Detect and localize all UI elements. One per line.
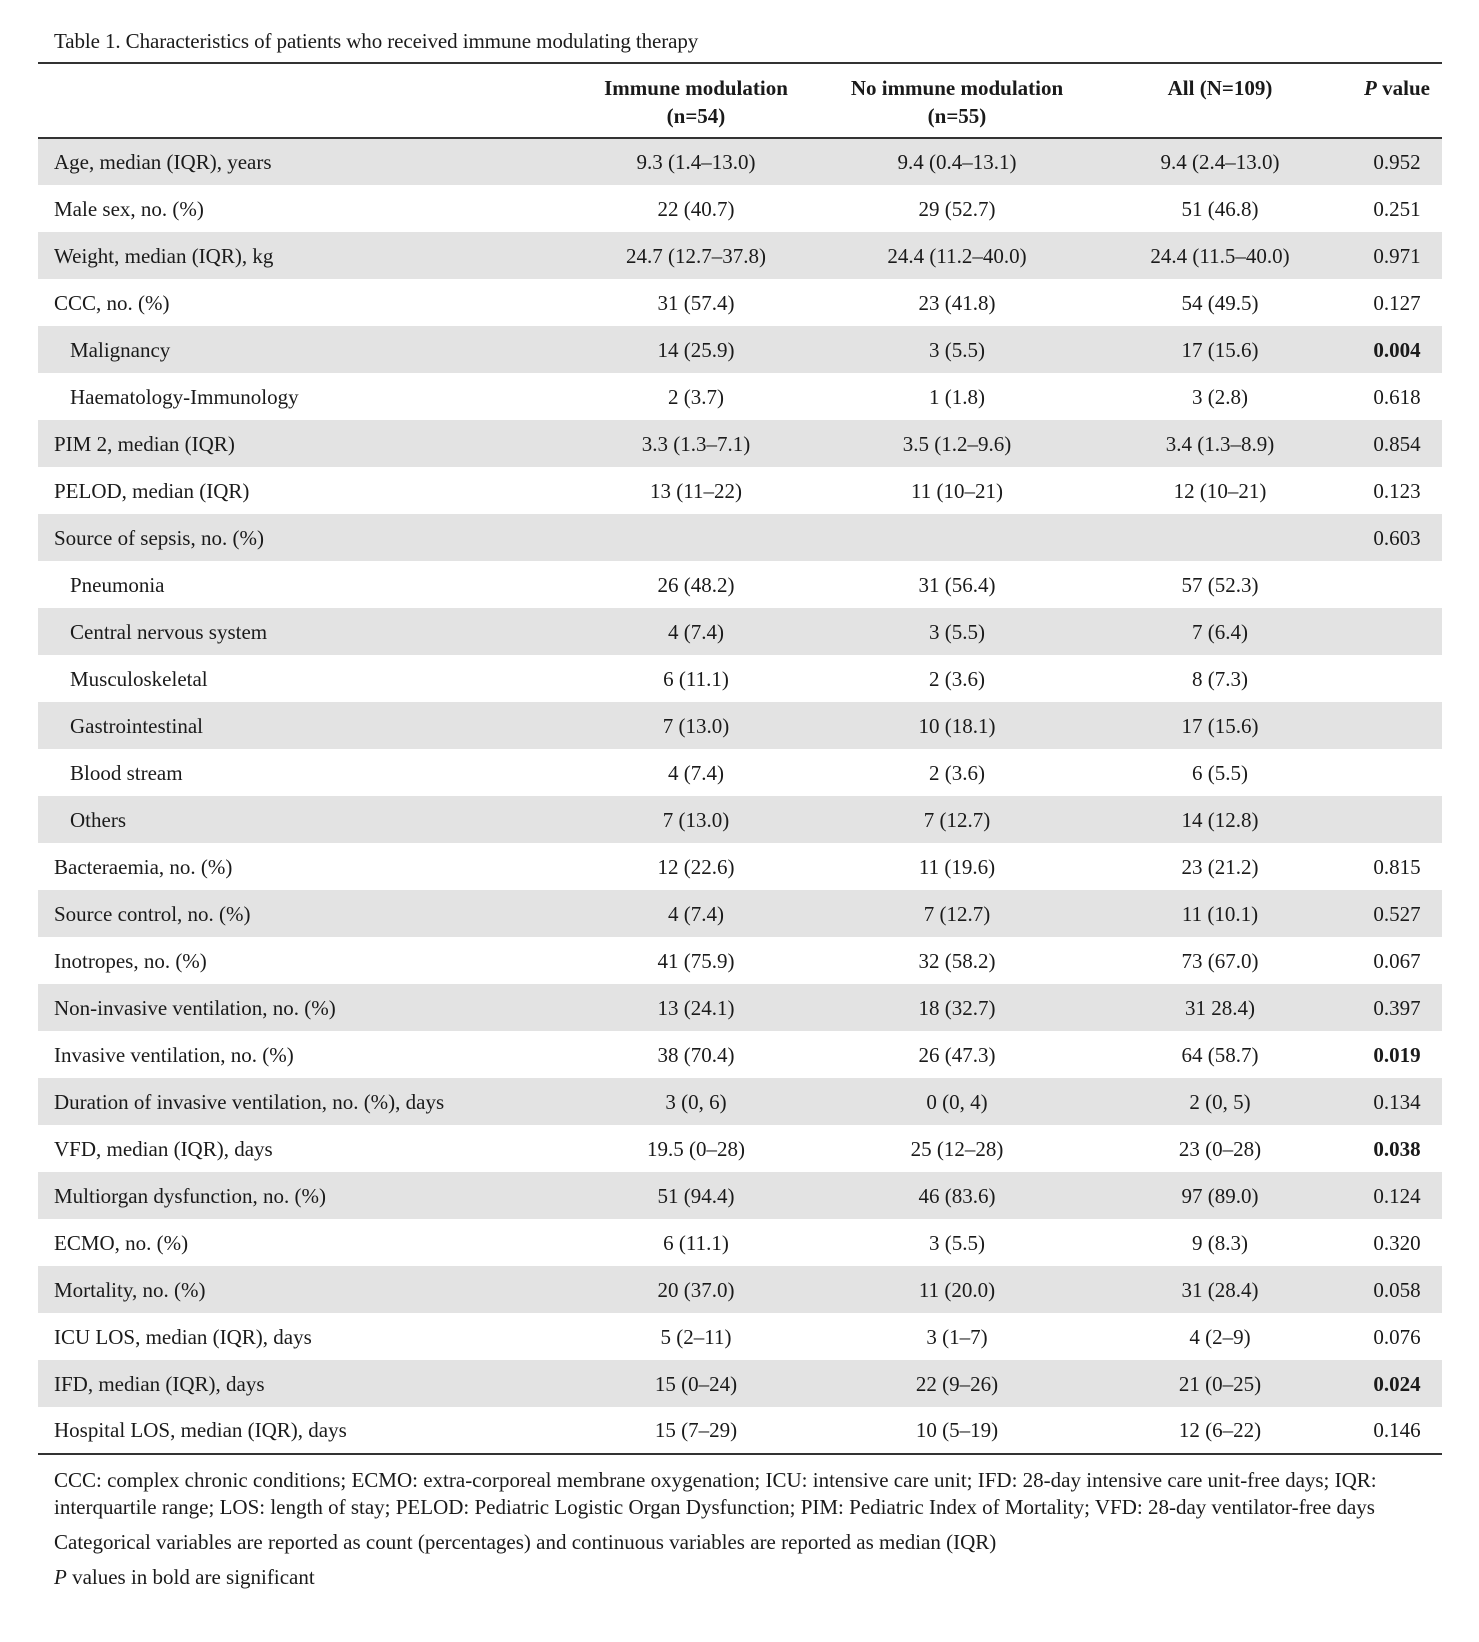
- cell-p-value: 0.004: [1373, 337, 1421, 362]
- table-row: [38, 420, 1442, 467]
- cell-all: 31 (28.4): [1181, 1277, 1259, 1302]
- cell-all: 3 (2.8): [1192, 384, 1248, 409]
- cell-p-value: 0.076: [1373, 1324, 1421, 1349]
- cell-p-value: 0.134: [1373, 1089, 1421, 1114]
- cell-immune-modulation: 31 (57.4): [657, 290, 735, 315]
- table-row: [38, 1313, 1442, 1360]
- table-body: [38, 138, 1442, 1454]
- cell-immune-modulation: 22 (40.7): [657, 196, 735, 221]
- cell-immune-modulation: 2 (3.7): [668, 384, 724, 409]
- cell-immune-modulation: [566, 514, 826, 561]
- cell-p-value: 0.024: [1373, 1371, 1421, 1396]
- table-row: [38, 843, 1442, 890]
- cell-immune-modulation: 4 (7.4): [668, 619, 724, 644]
- cell-no-immune-modulation: 32 (58.2): [918, 948, 996, 973]
- cell-variable: Malignancy: [70, 337, 171, 362]
- cell-immune-modulation: 6 (11.1): [663, 666, 729, 691]
- table-row: [38, 1031, 1442, 1078]
- table-row: [38, 561, 1442, 608]
- table-row: [38, 514, 1442, 561]
- cell-no-immune-modulation: 10 (5–19): [915, 1418, 999, 1442]
- cell-immune-modulation: 24.7 (12.7–37.8): [626, 243, 766, 268]
- cell-no-immune-modulation: 2 (3.6): [929, 666, 985, 691]
- cell-no-immune-modulation: 1 (1.8): [929, 384, 985, 409]
- cell-variable: PIM 2, median (IQR): [54, 431, 235, 456]
- characteristics-table: [38, 62, 1442, 1455]
- cell-all: 31 28.4): [1185, 995, 1255, 1020]
- table-row: [38, 279, 1442, 326]
- cell-p-value: 0.127: [1373, 290, 1421, 315]
- cell-immune-modulation: 14 (25.9): [657, 337, 735, 362]
- header-immune-modulation-line2: (n=54): [666, 104, 726, 128]
- cell-no-immune-modulation: 26 (47.3): [918, 1042, 996, 1067]
- cell-immune-modulation: 15 (7–29): [654, 1418, 738, 1442]
- cell-p-value: 0.815: [1373, 854, 1421, 879]
- cell-no-immune-modulation: 11 (20.0): [918, 1277, 996, 1302]
- cell-p-value: 0.971: [1373, 243, 1421, 268]
- cell-immune-modulation: 3 (0, 6): [665, 1089, 727, 1114]
- cell-all: 17 (15.6): [1181, 713, 1259, 738]
- cell-all: 7 (6.4): [1192, 619, 1248, 644]
- cell-variable: Source of sepsis, no. (%): [54, 525, 264, 550]
- cell-variable: Mortality, no. (%): [54, 1277, 206, 1302]
- cell-no-immune-modulation: 31 (56.4): [918, 572, 996, 597]
- table-row: [38, 937, 1442, 984]
- cell-p-value: 0.603: [1373, 525, 1421, 550]
- header-immune-modulation-line1: Immune modulation: [604, 76, 788, 100]
- header-p-value: [1352, 63, 1442, 138]
- cell-all: 54 (49.5): [1181, 290, 1259, 315]
- table-footnotes: [38, 1455, 1442, 1591]
- cell-no-immune-modulation: 46 (83.6): [918, 1183, 996, 1208]
- header-no-immune-modulation: [826, 63, 1088, 138]
- cell-variable: Source control, no. (%): [54, 901, 251, 926]
- cell-immune-modulation: 41 (75.9): [657, 948, 735, 973]
- cell-p-value: 0.146: [1373, 1418, 1421, 1442]
- cell-all: 17 (15.6): [1181, 337, 1259, 362]
- cell-immune-modulation: 38 (70.4): [657, 1042, 735, 1067]
- cell-variable: Gastrointestinal: [70, 713, 203, 738]
- cell-variable: Pneumonia: [70, 572, 165, 597]
- table-row: [38, 1360, 1442, 1407]
- cell-p-value: 0.320: [1373, 1230, 1421, 1255]
- header-all-label: All (N=109): [1167, 76, 1273, 100]
- table-row: [38, 185, 1442, 232]
- header-p-letter: P: [1364, 76, 1377, 100]
- cell-all: 6 (5.5): [1192, 760, 1248, 785]
- cell-immune-modulation: 3.3 (1.3–7.1): [641, 431, 751, 456]
- document-page: [38, 26, 1442, 1599]
- cell-variable: Non-invasive ventilation, no. (%): [54, 995, 336, 1020]
- cell-p-value: [1352, 796, 1442, 843]
- cell-all: 73 (67.0): [1181, 948, 1259, 973]
- cell-immune-modulation: 19.5 (0–28): [647, 1136, 745, 1161]
- cell-no-immune-modulation: [826, 514, 1088, 561]
- table-row: [38, 749, 1442, 796]
- cell-p-value: 0.067: [1373, 948, 1421, 973]
- cell-all: 23 (0–28): [1178, 1136, 1262, 1161]
- cell-p-value: [1352, 561, 1442, 608]
- cell-no-immune-modulation: 7 (12.7): [923, 807, 991, 832]
- cell-immune-modulation: 12 (22.6): [657, 854, 735, 879]
- cell-no-immune-modulation: 2 (3.6): [929, 760, 985, 785]
- cell-immune-modulation: 13 (11–22): [650, 478, 742, 503]
- cell-variable: Hospital LOS, median (IQR), days: [54, 1418, 347, 1442]
- cell-immune-modulation: 4 (7.4): [668, 760, 724, 785]
- cell-variable: Bacteraemia, no. (%): [54, 854, 233, 879]
- cell-variable: Multiorgan dysfunction, no. (%): [54, 1183, 326, 1208]
- cell-p-value: 0.527: [1373, 901, 1421, 926]
- cell-no-immune-modulation: 25 (12–28): [910, 1136, 1004, 1161]
- cell-immune-modulation: 7 (13.0): [662, 807, 730, 832]
- cell-variable: Others: [70, 807, 126, 832]
- cell-no-immune-modulation: 3 (1–7): [926, 1324, 988, 1349]
- header-no-immune-modulation-line2: (n=55): [927, 104, 987, 128]
- cell-immune-modulation: 26 (48.2): [657, 572, 735, 597]
- cell-p-value: 0.019: [1373, 1042, 1421, 1067]
- cell-all: 4 (2–9): [1189, 1324, 1251, 1349]
- cell-no-immune-modulation: 9.4 (0.4–13.1): [897, 150, 1017, 174]
- cell-all: 64 (58.7): [1181, 1042, 1259, 1067]
- table-row: [38, 702, 1442, 749]
- cell-immune-modulation: 7 (13.0): [662, 713, 730, 738]
- footnote-abbreviations: CCC: complex chronic conditions; ECMO: extra-corporeal membrane oxygenation; ICU: intensive care unit; IFD: 28-day intensive care unit-free days; IQR: interquartile range; LOS: length of stay; PELOD: Pediatric Logistic Organ Dysfunction; PIM: Pediatric Index of Mortality; VFD: 28-day ventilator-free days: [54, 1468, 1377, 1519]
- cell-immune-modulation: 13 (24.1): [657, 995, 735, 1020]
- cell-p-value: [1352, 655, 1442, 702]
- cell-no-immune-modulation: 24.4 (11.2–40.0): [887, 243, 1027, 268]
- cell-no-immune-modulation: 10 (18.1): [918, 713, 996, 738]
- table-row: [38, 1125, 1442, 1172]
- cell-p-value: [1352, 749, 1442, 796]
- footnote-reporting: Categorical variables are reported as count (percentages) and continuous variables are reported as median (IQR): [54, 1530, 997, 1554]
- cell-all: 57 (52.3): [1181, 572, 1259, 597]
- header-immune-modulation: [566, 63, 826, 138]
- cell-no-immune-modulation: 0 (0, 4): [926, 1089, 988, 1114]
- cell-immune-modulation: 6 (11.1): [663, 1230, 729, 1255]
- cell-variable: Haematology-Immunology: [70, 384, 299, 409]
- cell-no-immune-modulation: 3 (5.5): [929, 619, 985, 644]
- cell-variable: Weight, median (IQR), kg: [54, 243, 274, 268]
- cell-variable: CCC, no. (%): [54, 290, 170, 315]
- cell-variable: IFD, median (IQR), days: [54, 1371, 265, 1396]
- cell-variable: Inotropes, no. (%): [54, 948, 207, 973]
- cell-no-immune-modulation: 11 (10–21): [911, 478, 1003, 503]
- table-row: [38, 1266, 1442, 1313]
- cell-no-immune-modulation: 3.5 (1.2–9.6): [902, 431, 1012, 456]
- cell-p-value: 0.854: [1373, 431, 1421, 456]
- header-variable: [38, 63, 566, 138]
- cell-all: 51 (46.8): [1181, 196, 1259, 221]
- cell-no-immune-modulation: 23 (41.8): [918, 290, 996, 315]
- table-header-row: [38, 63, 1442, 138]
- cell-immune-modulation: 4 (7.4): [668, 901, 724, 926]
- table-row: [38, 232, 1442, 279]
- cell-variable: VFD, median (IQR), days: [54, 1136, 273, 1161]
- cell-all: 3.4 (1.3–8.9): [1165, 431, 1275, 456]
- cell-all: 24.4 (11.5–40.0): [1150, 243, 1290, 268]
- table-row: [38, 1219, 1442, 1266]
- header-p-rest: value: [1376, 76, 1430, 100]
- cell-all: 14 (12.8): [1181, 807, 1259, 832]
- cell-variable: Male sex, no. (%): [54, 196, 204, 221]
- cell-no-immune-modulation: 3 (5.5): [929, 1230, 985, 1255]
- header-all: [1088, 63, 1352, 138]
- cell-all: 9.4 (2.4–13.0): [1160, 150, 1280, 174]
- cell-no-immune-modulation: 11 (19.6): [918, 854, 996, 879]
- cell-no-immune-modulation: 18 (32.7): [918, 995, 996, 1020]
- cell-all: 12 (6–22): [1178, 1418, 1262, 1442]
- cell-variable: ECMO, no. (%): [54, 1230, 189, 1255]
- cell-all: 23 (21.2): [1181, 854, 1259, 879]
- cell-immune-modulation: 5 (2–11): [660, 1324, 732, 1349]
- cell-p-value: [1352, 702, 1442, 749]
- cell-all: 8 (7.3): [1192, 666, 1248, 691]
- cell-p-value: 0.952: [1373, 150, 1421, 174]
- table-row: [38, 655, 1442, 702]
- footnote-bold-significance: [54, 1564, 1432, 1591]
- table-row: [38, 1078, 1442, 1125]
- cell-all: 9 (8.3): [1192, 1230, 1248, 1255]
- table-row: [38, 326, 1442, 373]
- table-row: [38, 138, 1442, 185]
- cell-no-immune-modulation: 7 (12.7): [923, 901, 991, 926]
- cell-variable: Duration of invasive ventilation, no. (%), days: [54, 1089, 445, 1114]
- footnote-p-rest: values in bold are significant: [66, 1565, 315, 1589]
- table-title: Table 1. Characteristics of patients who received immune modulating therapy: [54, 29, 699, 53]
- cell-p-value: 0.058: [1373, 1277, 1421, 1302]
- cell-all: [1088, 514, 1352, 561]
- cell-variable: PELOD, median (IQR): [54, 478, 250, 503]
- table-row: [38, 890, 1442, 937]
- cell-immune-modulation: 20 (37.0): [657, 1277, 735, 1302]
- table-row: [38, 373, 1442, 420]
- table-row: [38, 1407, 1442, 1454]
- cell-no-immune-modulation: 22 (9–26): [915, 1371, 999, 1396]
- cell-p-value: 0.038: [1373, 1136, 1421, 1161]
- cell-all: 11 (10.1): [1181, 901, 1259, 926]
- cell-p-value: 0.397: [1373, 995, 1421, 1020]
- cell-no-immune-modulation: 3 (5.5): [929, 337, 985, 362]
- cell-no-immune-modulation: 29 (52.7): [918, 196, 996, 221]
- table-row: [38, 467, 1442, 514]
- cell-all: 2 (0, 5): [1189, 1089, 1251, 1114]
- cell-immune-modulation: 15 (0–24): [654, 1371, 738, 1396]
- cell-all: 97 (89.0): [1181, 1183, 1259, 1208]
- cell-p-value: 0.251: [1373, 196, 1421, 221]
- cell-p-value: 0.123: [1373, 478, 1421, 503]
- cell-immune-modulation: 51 (94.4): [657, 1183, 735, 1208]
- cell-variable: Blood stream: [70, 760, 183, 785]
- cell-variable: ICU LOS, median (IQR), days: [54, 1324, 312, 1349]
- cell-p-value: 0.618: [1373, 384, 1421, 409]
- table-row: [38, 1172, 1442, 1219]
- cell-immune-modulation: 9.3 (1.4–13.0): [636, 150, 756, 174]
- table-row: [38, 796, 1442, 843]
- table-row: [38, 608, 1442, 655]
- cell-variable: Central nervous system: [70, 619, 268, 644]
- header-no-immune-modulation-line1: No immune modulation: [850, 76, 1064, 100]
- table-row: [38, 984, 1442, 1031]
- cell-p-value: 0.124: [1373, 1183, 1421, 1208]
- cell-variable: Musculoskeletal: [70, 666, 208, 691]
- cell-variable: Invasive ventilation, no. (%): [54, 1042, 294, 1067]
- cell-p-value: [1352, 608, 1442, 655]
- cell-variable: Age, median (IQR), years: [54, 150, 272, 174]
- footnote-p-letter: P: [54, 1565, 67, 1589]
- cell-all: 12 (10–21): [1173, 478, 1267, 503]
- cell-all: 21 (0–25): [1178, 1371, 1262, 1396]
